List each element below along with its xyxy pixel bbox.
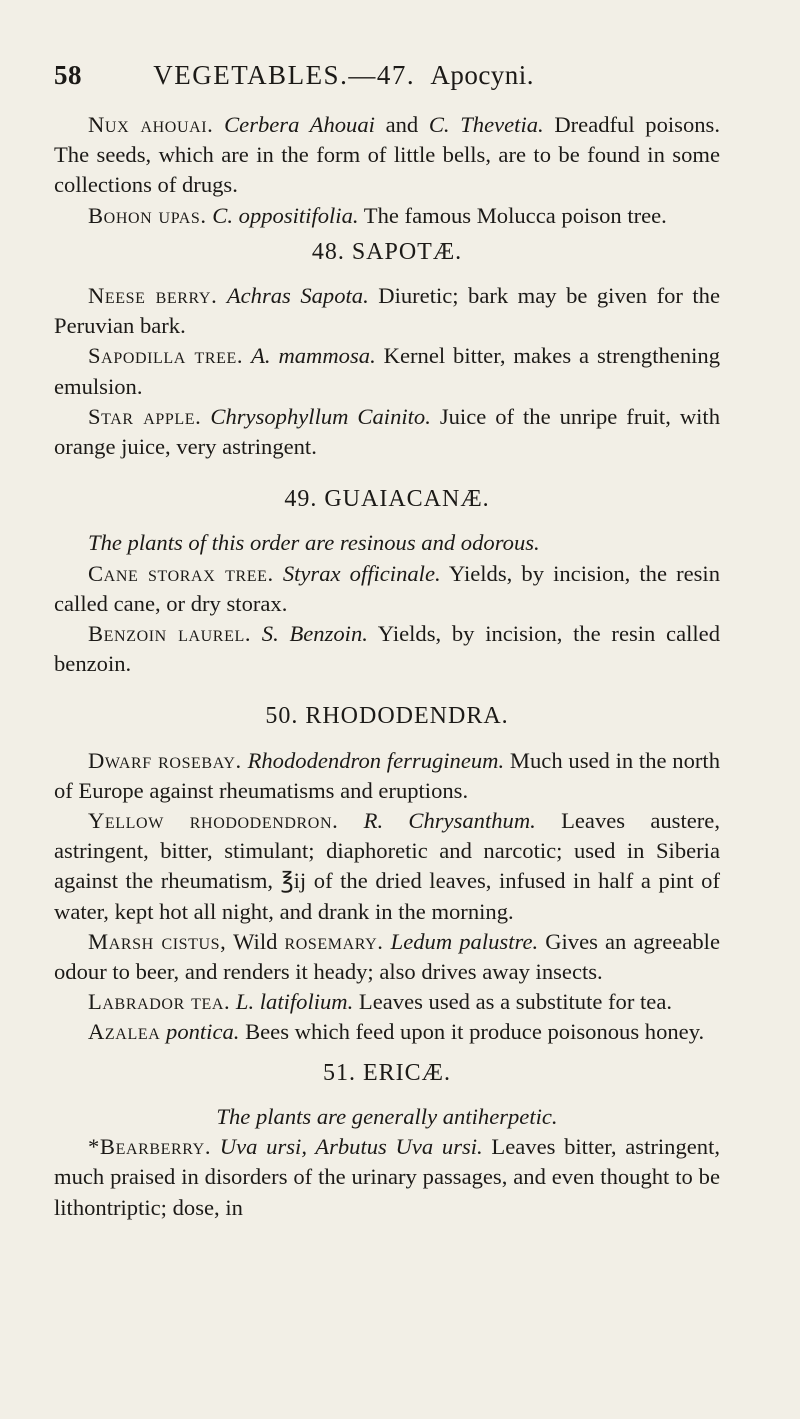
entry-nux-ahouai: Nux ahouai. Cerbera Ahouai and C. Thevetia. Dreadful poisons. The seeds, which are in the form of little bells, are to be found in some collections of drugs. [54, 112, 720, 198]
section-note-guaiacanae: The plants of this order are resinous and odorous. [88, 530, 540, 556]
entry-bearberry: *Bearberry. Uva ursi, Arbutus Uva ursi. Leaves bitter, astringent, much praised in disorders of the urinary passages, and even thought to be lithontriptic; dose, in [54, 1134, 720, 1220]
entry-yellow-rhododendron: Yellow rhododendron. R. Chrysanthum. Leaves austere, astringent, bitter, stimulant; diaphoretic and narcotic; used in Siberia against the rheumatism, ℥ij of the dried leaves, infused in half a pint of water, kept hot all night, and drank in the morning. [54, 808, 720, 924]
entry-neese-berry: Neese berry. Achras Sapota. Diuretic; bark may be given for the Peruvian bark. [54, 283, 721, 339]
section-heading-guaiacanae: 49. GUAIACANÆ. [284, 486, 490, 513]
entry-benzoin-laurel: Benzoin laurel. S. Benzoin. Yields, by incision, the resin called benzoin. [54, 621, 720, 677]
entry-cane-storax: Cane storax tree. Styrax officinale. Yields, by incision, the resin called cane, or dry storax. [54, 560, 720, 616]
section-heading-rhododendra: 50. RHODODENDRA. [265, 703, 509, 730]
running-title: VEGETABLES.—47. [153, 60, 416, 90]
section-heading-ericae: 51. ERICÆ. [322, 1059, 451, 1086]
entry-marsh-cistus: Marsh cistus, Wild rosemary. Ledum palustre. Gives an agreeable odour to beer, and renders it heady; also drives away insects. [54, 928, 720, 985]
entry-dwarf-rosebay: Dwarf rosebay. Rhododendron ferrugineum. Much used in the north of Europe against rheumatisms and eruptions. [54, 747, 720, 803]
entry-labrador-tea: Labrador tea. L. latifolium. Leaves used as a substitute for tea. [88, 989, 672, 1015]
section-heading-sapotae: 48. SAPOTÆ. [311, 238, 463, 265]
page-number: 58 [54, 60, 82, 90]
page-body [54, 110, 720, 1223]
entry-azalea: Azalea pontica. Bees which feed upon it produce poisonous honey. [88, 1019, 705, 1045]
entry-bohon-upas: Bohon upas. C. oppositifolia. The famous Molucca poison tree. [88, 202, 667, 228]
entry-star-apple: Star apple. Chrysophyllum Cainito. Juice of the unripe fruit, with orange juice, very astringent. [54, 403, 720, 460]
section-note-ericae: The plants are generally antiherpetic. [216, 1103, 558, 1129]
running-subtitle: Apocyni. [430, 60, 535, 90]
running-head [54, 0, 720, 100]
entry-sapodilla-tree: Sapodilla tree. A. mammosa. Kernel bitter, makes a strengthening emulsion. [54, 343, 720, 399]
